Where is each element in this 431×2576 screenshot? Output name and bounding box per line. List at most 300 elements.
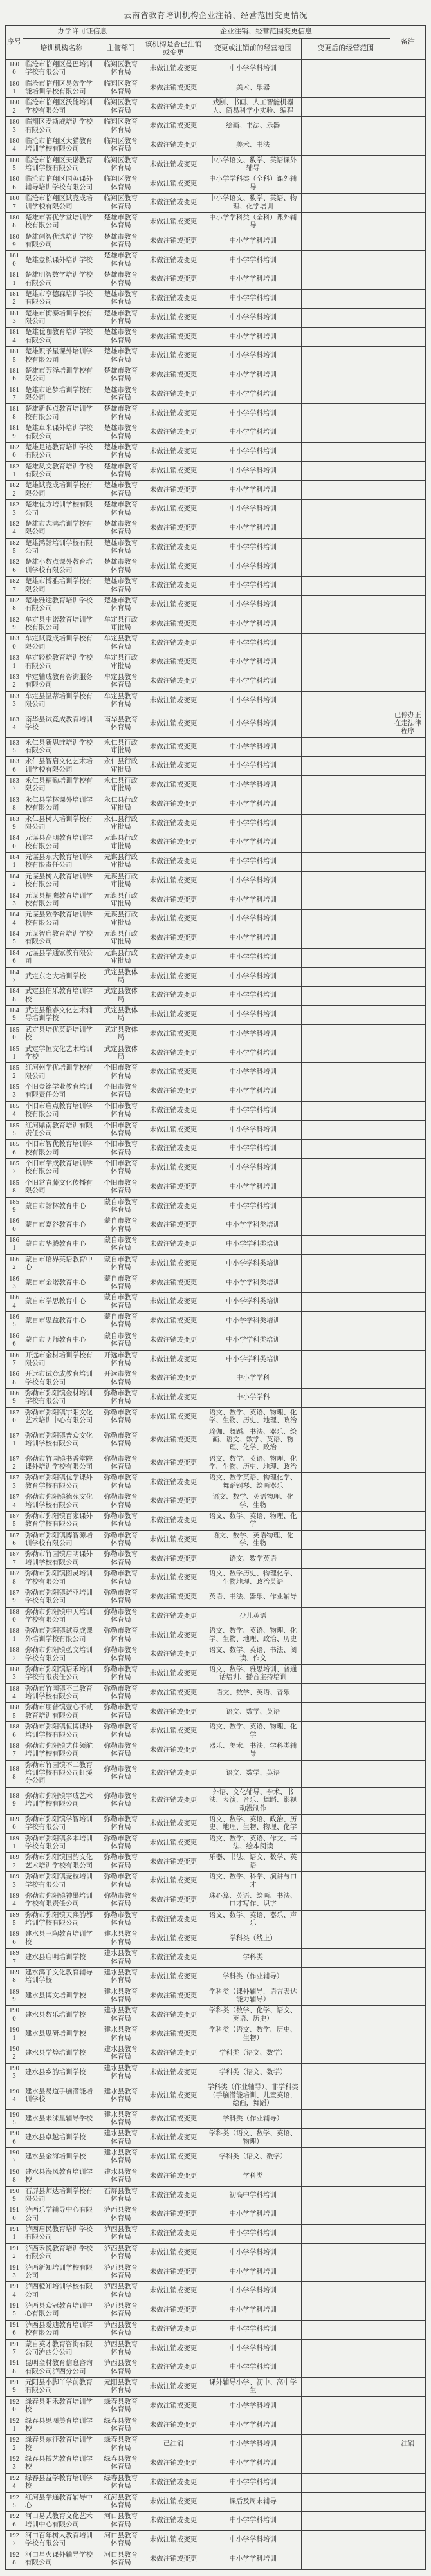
row-no: 1896 (6, 1929, 23, 1949)
row-no: 1908 (6, 2167, 23, 2186)
table-row (6, 2473, 426, 2492)
scope-after (301, 1511, 390, 1530)
authority: 楚雄市教育体育局 (100, 251, 142, 270)
scope-after (301, 2358, 390, 2378)
page-title: 云南省教育培训机构企业注销、经营范围变更情况 (123, 11, 307, 20)
institution-name: 弥勒市弥阳镇语禾培训学校有限责任公司 (23, 1664, 100, 1683)
row-no: 1893 (6, 1872, 23, 1891)
scope-after (301, 1760, 390, 1787)
table-row (6, 1197, 426, 1216)
institution-name: 个旧市学成教育培训学校有限公司 (23, 1159, 100, 1178)
authority: 牟定县行政审批局 (100, 653, 142, 672)
table-row (6, 1760, 426, 1787)
institution-name: 南华县试竞成教育培训学校 (23, 710, 100, 737)
scope-before: 中小学学科培训 (205, 461, 301, 481)
scope-after (301, 2492, 390, 2512)
status: 未做注销或变更 (142, 634, 205, 653)
scope-before: 中小学学科培训 (205, 442, 301, 461)
scope-before: 中小学学科培训 (205, 251, 301, 270)
scope-after (301, 2225, 390, 2244)
scope-after (301, 1987, 390, 2006)
scope-after (301, 776, 390, 795)
row-no: 1851 (6, 1044, 23, 1063)
institution-name: 武定县培优英语培训学校 (23, 1024, 100, 1044)
authority: 绿春县教育体育局 (100, 2416, 142, 2435)
scope-after (301, 634, 390, 653)
authority: 楚雄市教育体育局 (100, 423, 142, 443)
scope-after (301, 2243, 390, 2263)
remark (390, 1683, 425, 1703)
authority: 弥勒市教育体育局 (100, 1872, 142, 1891)
table-row (6, 1910, 426, 1929)
scope-after (301, 2006, 390, 2025)
scope-before: 中小学学科 (205, 1389, 301, 1408)
table-row (6, 2205, 426, 2225)
status: 未做注销或变更 (142, 853, 205, 872)
status: 未做注销或变更 (142, 2044, 205, 2063)
scope-before: 中小学学科培训 (205, 1178, 301, 1197)
table-row (6, 1722, 426, 1741)
remark (390, 634, 425, 653)
remark (390, 948, 425, 967)
status: 未做注销或变更 (142, 1607, 205, 1626)
authority: 弥勒市教育体育局 (100, 1760, 142, 1787)
institution-name: 建水县三陶教育培训学校 (23, 1929, 100, 1949)
institution-name: 个旧市启点教育培训学校有限公司 (23, 1101, 100, 1120)
scope-before: 学科类（语文、数学） (205, 2063, 301, 2082)
scope-after (301, 2550, 390, 2569)
table-row (6, 2167, 426, 2186)
status: 未做注销或变更 (142, 2531, 205, 2550)
column-header-no: 序号 (6, 26, 23, 60)
institution-name: 弥勒市竹园镇不二教育培训学校有限公司虹溪分公司 (23, 1760, 100, 1787)
table-row (6, 1550, 426, 1569)
table-row (6, 2358, 426, 2378)
row-no: 1924 (6, 2473, 23, 2492)
remark (390, 1407, 425, 1427)
row-no: 1899 (6, 1987, 23, 2006)
institution-name: 永仁县精勤培训学校有限公司 (23, 776, 100, 795)
scope-after (301, 385, 390, 404)
scope-after (301, 757, 390, 776)
remark (390, 2454, 425, 2474)
remark (390, 1159, 425, 1178)
status: 未做注销或变更 (142, 2186, 205, 2205)
scope-after (301, 1350, 390, 1369)
authority: 个旧市教育体育局 (100, 1063, 142, 1082)
remark (390, 2243, 425, 2263)
scope-before: 中小学学科培训 (205, 814, 301, 833)
scope-after (301, 871, 390, 891)
column-header-status: 该机构是否已注销 或变更 (142, 38, 205, 59)
institution-name: 红河州学优培训学校有限公司 (23, 1063, 100, 1082)
table-row (6, 2282, 426, 2301)
institution-name: 建水县易道手脑潜能培训学校 (23, 2082, 100, 2109)
scope-after (301, 79, 390, 98)
authority: 个旧市教育体育局 (100, 1140, 142, 1159)
scope-before: 课外辅导小学、初中、高中学生 (205, 2378, 301, 2397)
table-row (6, 519, 426, 538)
status: 未做注销或变更 (142, 1369, 205, 1389)
authority: 建水县教育体育局 (100, 2063, 142, 2082)
authority: 元谋县行政审批局 (100, 948, 142, 967)
authority: 河口县教育体育局 (100, 2512, 142, 2531)
scope-before: 中小学学科培训 (205, 366, 301, 385)
scope-before: 中小学学科培训 (205, 1159, 301, 1178)
scope-before: 中小学学科培训 (205, 59, 301, 79)
row-no: 1825 (6, 538, 23, 557)
status: 未做注销或变更 (142, 1312, 205, 1331)
table-row (6, 853, 426, 872)
institution-name: 个旧常青藤文化传播有限公司 (23, 1178, 100, 1197)
institution-name: 红河鼎南教育培训有限责任公司 (23, 1120, 100, 1140)
scope-after (301, 853, 390, 872)
status: 未做注销或变更 (142, 2082, 205, 2109)
remark (390, 1664, 425, 1683)
column-header-remark: 备注 (390, 26, 425, 60)
institution-name: 弥勒市弥阳镇宇成艺术培训学校有限公司 (23, 1787, 100, 1814)
row-no: 1801 (6, 79, 23, 98)
institution-name: 弥勒市弥阳镇普众文化培训学校有限公司 (23, 1427, 100, 1454)
authority: 弥勒市教育体育局 (100, 1703, 142, 1722)
institution-name: 绿春县阳禾教育培训学校 (23, 2396, 100, 2416)
remark (390, 1569, 425, 1588)
remark (390, 1473, 425, 1492)
remark (390, 79, 425, 98)
scope-after (301, 2063, 390, 2082)
status: 未做注销或变更 (142, 2378, 205, 2397)
status: 未做注销或变更 (142, 2320, 205, 2339)
remark (390, 833, 425, 853)
remark (390, 2186, 425, 2205)
scope-before: 中小学学科培训 (205, 385, 301, 404)
scope-after (301, 366, 390, 385)
institution-name: 蒙自英才教育咨询有限公司泸西分公司 (23, 2339, 100, 2358)
scope-before: 外语、文化辅导、拳术、书法、表演、音乐、舞蹈、影视动漫制作 (205, 1787, 301, 1814)
scope-after (301, 2396, 390, 2416)
status: 未做注销或变更 (142, 737, 205, 757)
status: 未做注销或变更 (142, 461, 205, 481)
status: 未做注销或变更 (142, 1511, 205, 1530)
institution-name: 楚雄雅途教育培训学校有限公司 (23, 595, 100, 615)
institution-name: 牟定县中诺教育培训学校有限公司 (23, 615, 100, 634)
remark (390, 2358, 425, 2378)
table-row (6, 1454, 426, 1473)
row-no: 1925 (6, 2492, 23, 2512)
scope-after (301, 155, 390, 174)
authority: 建水县教育体育局 (100, 2148, 142, 2167)
authority: 弥勒市教育体育局 (100, 1814, 142, 1833)
table-row (6, 1645, 426, 1665)
authority: 泸西县教育体育局 (100, 2282, 142, 2301)
institution-name: 楚雄明智数学培训学校有限公司 (23, 270, 100, 290)
scope-after (301, 1197, 390, 1216)
remark (390, 871, 425, 891)
scope-before: 学科类（作业辅导）、非学科类（手脑潜能培训、儿童英语，绘画，舞蹈） (205, 2082, 301, 2109)
remark (390, 1891, 425, 1910)
status: 未做注销或变更 (142, 2550, 205, 2569)
row-no: 1822 (6, 481, 23, 500)
authority: 泸西县教育体育局 (100, 2205, 142, 2225)
authority: 楚雄市教育体育局 (100, 557, 142, 577)
row-no: 1814 (6, 328, 23, 347)
table-row (6, 2339, 426, 2358)
scope-before: 中小学学科培训 (205, 1082, 301, 1102)
row-no: 1870 (6, 1407, 23, 1427)
status: 未做注销或变更 (142, 423, 205, 443)
scope-after (301, 577, 390, 596)
table-row (6, 1967, 426, 1987)
authority: 弥勒市教育体育局 (100, 1407, 142, 1427)
scope-after (301, 2282, 390, 2301)
scope-before: 中小学学科培训 (205, 1044, 301, 1063)
scope-before: 中小学学科培训 (205, 2282, 301, 2301)
status: 未做注销或变更 (142, 1833, 205, 1853)
scope-after (301, 1814, 390, 1833)
remark (390, 557, 425, 577)
header-row-columns (6, 38, 426, 59)
institution-name: 永仁县树人培训学校有限公司 (23, 814, 100, 833)
status: 未做注销或变更 (142, 1293, 205, 1312)
row-no: 1804 (6, 136, 23, 155)
table-row (6, 500, 426, 519)
row-no: 1833 (6, 691, 23, 710)
authority: 临翔区教育体育局 (100, 174, 142, 194)
status: 未做注销或变更 (142, 1236, 205, 1255)
scope-before: 中小学学科培训 (205, 347, 301, 366)
table-row (6, 1607, 426, 1626)
row-no: 1915 (6, 2301, 23, 2321)
institution-name: 建水县卓越培训学校 (23, 2129, 100, 2148)
scope-after (301, 1454, 390, 1473)
institution-name: 牟定试竞成培训学校有限公司 (23, 634, 100, 653)
scope-after (301, 1967, 390, 1987)
institution-name: 泸西橙知培训学校有限公司 (23, 2282, 100, 2301)
table-row (6, 461, 426, 481)
table-row (6, 710, 426, 737)
institution-name: 弥勒市弥阳镇图灵培训学校有限公司 (23, 1569, 100, 1588)
scope-after (301, 1664, 390, 1683)
institution-name: 楚雄市芳泽培训学校有限公司 (23, 366, 100, 385)
scope-after (301, 1024, 390, 1044)
table-row (6, 1216, 426, 1236)
status: 未做注销或变更 (142, 404, 205, 423)
row-no: 1848 (6, 987, 23, 1006)
table-row (6, 987, 426, 1006)
status: 未做注销或变更 (142, 1550, 205, 1569)
table-row (6, 2044, 426, 2063)
scope-after (301, 2186, 390, 2205)
institution-name: 绿春县益学教育培训学校 (23, 2473, 100, 2492)
table-row (6, 1350, 426, 1369)
row-no: 1874 (6, 1492, 23, 1512)
scope-before: 中小学学科培训 (205, 2435, 301, 2454)
scope-after (301, 1626, 390, 1645)
remark (390, 2148, 425, 2167)
remark (390, 1140, 425, 1159)
scope-after (301, 1427, 390, 1454)
table-row (6, 385, 426, 404)
remark (390, 519, 425, 538)
institution-name: 个旧市智优教育培训学校有限公司 (23, 1140, 100, 1159)
status: 未做注销或变更 (142, 891, 205, 910)
status: 未做注销或变更 (142, 653, 205, 672)
scope-before: 语文、数学、英语、音乐 (205, 1683, 301, 1703)
authority: 开远市教育体育局 (100, 1369, 142, 1389)
institution-name: 建水县乡韵培训学校 (23, 2063, 100, 2082)
authority: 建水县教育体育局 (100, 2129, 142, 2148)
remark (390, 98, 425, 117)
scope-before: 中小学学科培训 (205, 2225, 301, 2244)
row-no: 1857 (6, 1159, 23, 1178)
institution-name: 河口百年树人教育培训学校有限公司 (23, 2531, 100, 2550)
remark (390, 776, 425, 795)
row-no: 1867 (6, 1350, 23, 1369)
status: 未做注销或变更 (142, 1101, 205, 1120)
scope-after (301, 1178, 390, 1197)
authority: 弥勒市教育体育局 (100, 1645, 142, 1665)
row-no: 1868 (6, 1369, 23, 1389)
table-row (6, 1703, 426, 1722)
authority: 楚雄市教育体育局 (100, 328, 142, 347)
authority: 临翔区教育体育局 (100, 98, 142, 117)
scope-before: 学科类（语文、数学、历史、生物） (205, 2025, 301, 2044)
remark (390, 653, 425, 672)
authority: 建水县教育体育局 (100, 2109, 142, 2129)
authority: 弥勒市教育体育局 (100, 1454, 142, 1473)
scope-before: 中小学学科类培训 (205, 1293, 301, 1312)
scope-before: 中小学学科培训 (205, 2550, 301, 2569)
scope-before: 中小学学科培训 (205, 1063, 301, 1082)
institution-name: 永仁县智启文化艺术培训学校有限公司 (23, 757, 100, 776)
row-no: 1813 (6, 308, 23, 328)
scope-before: 中小学学科培训 (205, 328, 301, 347)
institution-name: 楚雄小数点课外教育培训学校有限公司 (23, 557, 100, 577)
remark (390, 1236, 425, 1255)
scope-before: 中小学学科类培训 (205, 1254, 301, 1274)
scope-before: 学科类（线上） (205, 1929, 301, 1949)
scope-after (301, 251, 390, 270)
authority: 个旧市教育体育局 (100, 1178, 142, 1197)
institution-name: 弥勒市弥阳镇弘文培训学校有限公司 (23, 1645, 100, 1665)
authority: 蒙自市教育体育局 (100, 1293, 142, 1312)
row-no: 1919 (6, 2378, 23, 2397)
authority: 元谋县行政审批局 (100, 833, 142, 853)
scope-after (301, 538, 390, 557)
status: 未做注销或变更 (142, 2301, 205, 2321)
table-row (6, 404, 426, 423)
institution-name: 元谋县高朋教育培训学校有限公司 (23, 833, 100, 853)
status: 未做注销或变更 (142, 308, 205, 328)
table-row (6, 1814, 426, 1833)
institution-name: 建水县数乐培训学校 (23, 2006, 100, 2025)
status: 未做注销或变更 (142, 691, 205, 710)
institution-name: 蒙自市明师教育中心 (23, 1331, 100, 1350)
institution-name: 元谋县学通家教有限公司 (23, 948, 100, 967)
table-row (6, 2025, 426, 2044)
table-row (6, 1407, 426, 1427)
row-no: 1816 (6, 366, 23, 385)
table-row (6, 2148, 426, 2167)
remark (390, 1389, 425, 1408)
scope-after (301, 1293, 390, 1312)
remark (390, 2512, 425, 2531)
scope-before: 美术、书法 (205, 136, 301, 155)
remark (390, 1987, 425, 2006)
row-no: 1909 (6, 2186, 23, 2205)
authority: 河口县教育体育局 (100, 2550, 142, 2569)
institution-name: 楚雄卓米课外培训学校有限公司 (23, 423, 100, 443)
scope-after (301, 2378, 390, 2397)
authority: 弥勒市教育体育局 (100, 1891, 142, 1910)
row-no: 1927 (6, 2531, 23, 2550)
scope-after (301, 1833, 390, 1853)
institution-name: 牟定辅成教育咨询服务有限公司 (23, 672, 100, 691)
table-row (6, 366, 426, 385)
row-no: 1827 (6, 577, 23, 596)
scope-before: 语文、数学、英语 (205, 1703, 301, 1722)
institution-name: 河口易式教育文化艺术培训中心有限公司 (23, 2512, 100, 2531)
authority: 南华县教育体育局 (100, 710, 142, 737)
row-no: 1817 (6, 385, 23, 404)
remark (390, 1722, 425, 1741)
scope-after (301, 117, 390, 136)
institution-name: 泸西县爱迪教育培训学校有限公司 (23, 2320, 100, 2339)
table-row (6, 691, 426, 710)
authority: 泸西县教育体育局 (100, 2301, 142, 2321)
institution-name: 弥勒市弥阳镇试竞成课外培训学校有限公司 (23, 1626, 100, 1645)
remark (390, 1120, 425, 1140)
status: 未做注销或变更 (142, 1216, 205, 1236)
remark (390, 1350, 425, 1369)
scope-after (301, 2025, 390, 2044)
scope-after (301, 710, 390, 737)
scope-after (301, 795, 390, 814)
scope-before: 珠心算、英语、绘画、书法、口才写作、识字 (205, 1891, 301, 1910)
scope-before: 中小学学科培训 (205, 500, 301, 519)
scope-after (301, 557, 390, 577)
status: 未做注销或变更 (142, 833, 205, 853)
remark (390, 2416, 425, 2435)
table-row (6, 2301, 426, 2321)
institution-name: 元谋智启教育培训学校有限公司 (23, 929, 100, 949)
remark: 注销 (390, 2435, 425, 2454)
institution-name: 泸西启民教育培训学校有限公司 (23, 2225, 100, 2244)
status: 未做注销或变更 (142, 1024, 205, 1044)
row-no: 1886 (6, 1722, 23, 1741)
row-no: 1888 (6, 1760, 23, 1787)
row-no: 1892 (6, 1853, 23, 1872)
institution-name: 楚雄创智优选培训学校有限公司 (23, 232, 100, 251)
table-row (6, 270, 426, 290)
remark (390, 404, 425, 423)
authority: 蒙自市教育体育局 (100, 1274, 142, 1293)
institution-name: 永仁县学林课外培训学校有限公司 (23, 795, 100, 814)
row-no: 1850 (6, 1024, 23, 1044)
scope-after (301, 1216, 390, 1236)
authority: 弥勒市教育体育局 (100, 1741, 142, 1760)
table-row (6, 2435, 426, 2454)
table-row (6, 2416, 426, 2435)
table-row (6, 557, 426, 577)
authority: 武定县教体局 (100, 987, 142, 1006)
authority: 弥勒市教育体育局 (100, 1910, 142, 1929)
authority: 弥勒市教育体育局 (100, 1530, 142, 1550)
remark (390, 2339, 425, 2358)
institution-name: 武定学恒文化艺术培训学校 (23, 1044, 100, 1063)
table-row (6, 891, 426, 910)
status: 未做注销或变更 (142, 328, 205, 347)
